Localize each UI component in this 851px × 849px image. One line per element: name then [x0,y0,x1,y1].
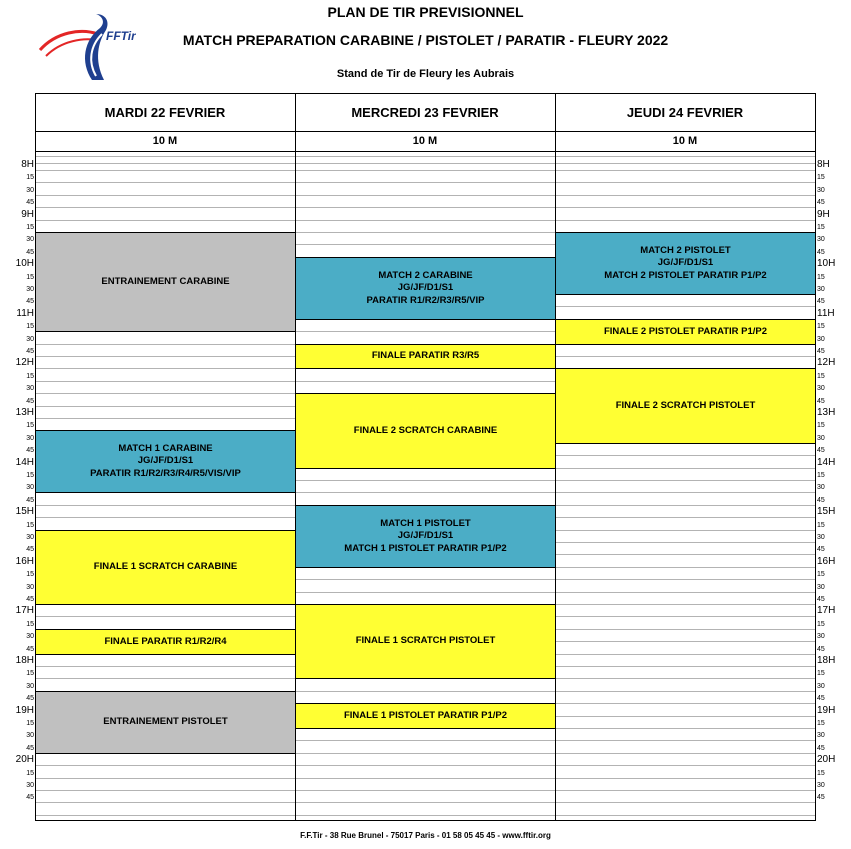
grid-line [35,156,815,157]
time-label-left: 45 [26,645,34,653]
schedule-event [35,691,296,754]
time-label-left: 15 [26,372,34,380]
event-label: ENTRAINEMENT PISTOLET [103,716,228,728]
grid-line [35,778,815,779]
event-label: MATCH 1 CARABINE [118,442,213,454]
range-header: 10 M [672,135,698,147]
time-label-right: 15H [817,506,836,518]
time-label-right: 15 [817,273,825,281]
event-label: MATCH 1 PISTOLET [380,517,471,529]
time-label-left: 11H [16,307,34,319]
time-label-left: 15 [26,224,34,231]
time-label-right: 30 [817,286,825,293]
column-border [35,93,36,821]
time-label-left: 45 [26,447,34,455]
day-header: MERCREDI 23 FEVRIER [351,104,499,120]
time-label-left: 45 [26,397,34,405]
event-label: FINALE 1 SCRATCH CARABINE [93,561,238,573]
time-label-right: 30 [817,534,825,541]
grid-line [35,802,815,803]
schedule-event [295,257,556,320]
time-label-right: 30 [817,236,825,244]
svg-text:FFTir: FFTir [106,29,136,43]
time-label-left: 45 [26,596,34,603]
time-label-right: 15 [817,174,825,182]
time-label-right: 15 [817,422,825,430]
table-border [35,131,816,132]
column-border [295,93,296,821]
event-label: MATCH 2 PISTOLET PARATIR P1/P2 [604,269,767,281]
time-label-left: 30 [26,484,34,492]
time-label-left: 15 [26,323,34,331]
time-label-left: 45 [26,248,34,256]
time-label-left: 15 [26,720,34,727]
time-label-left: 30 [26,236,34,244]
time-label-right: 45 [817,645,825,653]
table-border [35,151,816,152]
time-label-right: 15 [817,769,825,777]
time-label-left: 45 [26,348,34,355]
time-label-left: 30 [26,583,34,591]
time-label-left: 30 [26,434,34,442]
time-label-right: 15 [817,224,825,231]
time-label-left: 45 [26,794,34,802]
event-label: MATCH 1 PISTOLET PARATIR P1/P2 [344,542,507,554]
time-label-left: 18H [15,655,34,666]
time-label-left: 30 [26,385,34,393]
table-border [35,820,816,821]
event-label: FINALE 1 SCRATCH PISTOLET [355,635,496,647]
time-label-right: 30 [817,335,825,343]
time-label-left: 15 [26,521,34,529]
footer-address: F.F.Tir - 38 Rue Brunel - 75017 Paris - 01 58 05 45 45 - www.fftir.org [300,831,551,840]
time-label-right: 45 [817,298,825,306]
time-label-left: 16H [15,555,34,567]
time-label-right: 15 [817,372,825,380]
grid-line [35,195,815,196]
grid-line [35,182,815,183]
time-label-left: 15H [15,506,34,518]
page-title: PLAN DE TIR PREVISIONNEL [327,4,524,20]
time-label-right: 30 [817,484,825,492]
page-subtitle: MATCH PREPARATION CARABINE / PISTOLET / PARATIR - FLEURY 2022 [182,32,669,48]
event-label: ENTRAINEMENT CARABINE [101,275,230,287]
time-label-left: 15 [26,472,34,479]
time-label-right: 11H [817,307,835,319]
time-label-right: 45 [817,695,825,703]
schedule-event [555,232,816,295]
time-label-left: 30 [26,534,34,541]
time-label-left: 30 [26,286,34,293]
time-label-right: 30 [817,385,825,393]
schedule-event [35,232,296,332]
time-label-right: 19H [817,704,836,716]
time-label-right: 30 [817,186,825,194]
event-label: FINALE PARATIR R3/R5 [371,350,480,362]
time-label-right: 45 [817,248,825,256]
event-label: JG/JF/D1/S1 [397,530,454,542]
time-label-right: 45 [817,447,825,455]
time-label-right: 30 [817,732,825,740]
grid-line [35,163,815,164]
time-label-right: 30 [817,782,825,789]
schedule-event [295,604,556,679]
time-label-right: 12H [817,357,836,369]
time-label-left: 15 [26,174,34,182]
time-label-left: 15 [26,571,34,579]
day-header: MARDI 22 FEVRIER [104,104,226,120]
time-label-left: 15 [26,670,34,678]
time-label-right: 8H [817,159,830,170]
time-label-left: 45 [26,695,34,703]
time-label-right: 45 [817,496,825,504]
venue-label: Stand de Tir de Fleury les Aubrais [336,68,515,80]
time-label-right: 14H [817,456,836,468]
event-label: FINALE 2 SCRATCH CARABINE [353,424,498,436]
event-label: FINALE PARATIR R1/R2/R4 [104,635,227,647]
time-label-left: 30 [26,782,34,789]
time-label-right: 45 [817,744,825,752]
event-label: FINALE 2 SCRATCH PISTOLET [615,399,756,411]
time-label-left: 45 [26,744,34,752]
time-label-left: 30 [26,186,34,194]
time-label-right: 30 [817,682,825,690]
time-label-left: 45 [26,546,34,554]
event-label: FINALE 1 PISTOLET PARATIR P1/P2 [343,709,508,721]
schedule-event [555,368,816,444]
time-label-right: 30 [817,633,825,641]
schedule-event [35,629,296,655]
time-label-left: 9H [21,208,34,220]
time-label-left: 15 [26,273,34,281]
time-label-left: 15 [26,769,34,777]
time-label-right: 30 [817,434,825,442]
range-header: 10 M [152,135,178,147]
time-label-left: 30 [26,732,34,740]
column-border [815,93,816,821]
schedule-event [295,505,556,568]
time-label-right: 15 [817,571,825,579]
time-label-right: 45 [817,546,825,554]
time-label-right: 10H [817,258,836,270]
time-label-right: 45 [817,397,825,405]
column-border [555,93,556,821]
event-label: PARATIR R1/R2/R3/R5/VIP [366,294,485,306]
schedule-event [295,393,556,469]
time-label-right: 16H [817,555,836,567]
time-label-right: 20H [817,754,836,766]
time-label-left: 30 [26,335,34,343]
time-label-right: 45 [817,596,825,603]
grid-line [35,790,815,791]
grid-line [35,207,815,208]
schedule-event [555,319,816,345]
time-label-right: 30 [817,583,825,591]
event-label: JG/JF/D1/S1 [397,282,454,294]
schedule-event [295,344,556,369]
schedule-event [35,430,296,493]
time-label-left: 45 [26,496,34,504]
time-label-left: 14H [15,456,34,468]
grid-line [35,765,815,766]
time-label-right: 45 [817,348,825,355]
time-label-right: 15 [817,720,825,727]
time-label-right: 45 [817,199,825,207]
time-label-left: 30 [26,633,34,641]
event-label: FINALE 2 PISTOLET PARATIR P1/P2 [603,325,768,337]
time-label-left: 20H [15,754,34,766]
time-label-right: 17H [817,605,836,617]
time-label-left: 17H [15,605,34,617]
time-label-left: 8H [21,159,34,170]
time-label-left: 19H [15,704,34,716]
event-label: JG/JF/D1/S1 [657,257,714,269]
range-header: 10 M [412,135,438,147]
time-label-right: 15 [817,670,825,678]
time-label-right: 15 [817,521,825,529]
schedule-event [35,530,296,605]
time-label-left: 45 [26,199,34,207]
event-label: MATCH 2 PISTOLET [640,244,731,256]
event-label: MATCH 2 CARABINE [378,269,473,281]
event-label: PARATIR R1/R2/R3/R4/R5/VIS/VIP [90,467,241,479]
day-header: JEUDI 24 FEVRIER [626,104,744,120]
time-label-right: 9H [817,208,830,220]
time-label-left: 45 [26,298,34,306]
time-label-left: 15 [26,620,34,628]
time-label-left: 15 [26,422,34,430]
schedule-event [295,703,556,729]
time-label-left: 13H [15,407,34,418]
time-label-right: 15 [817,472,825,479]
time-label-left: 30 [26,682,34,690]
table-border [35,93,816,94]
time-label-right: 15 [817,620,825,628]
time-label-right: 18H [817,655,836,666]
time-label-left: 12H [15,357,34,369]
event-label: JG/JF/D1/S1 [137,455,194,467]
grid-line [35,815,815,816]
time-label-left: 10H [15,258,34,270]
time-label-right: 13H [817,407,836,418]
grid-line [35,170,815,171]
time-label-right: 15 [817,323,825,331]
grid-line [35,220,815,221]
time-label-right: 45 [817,794,825,802]
